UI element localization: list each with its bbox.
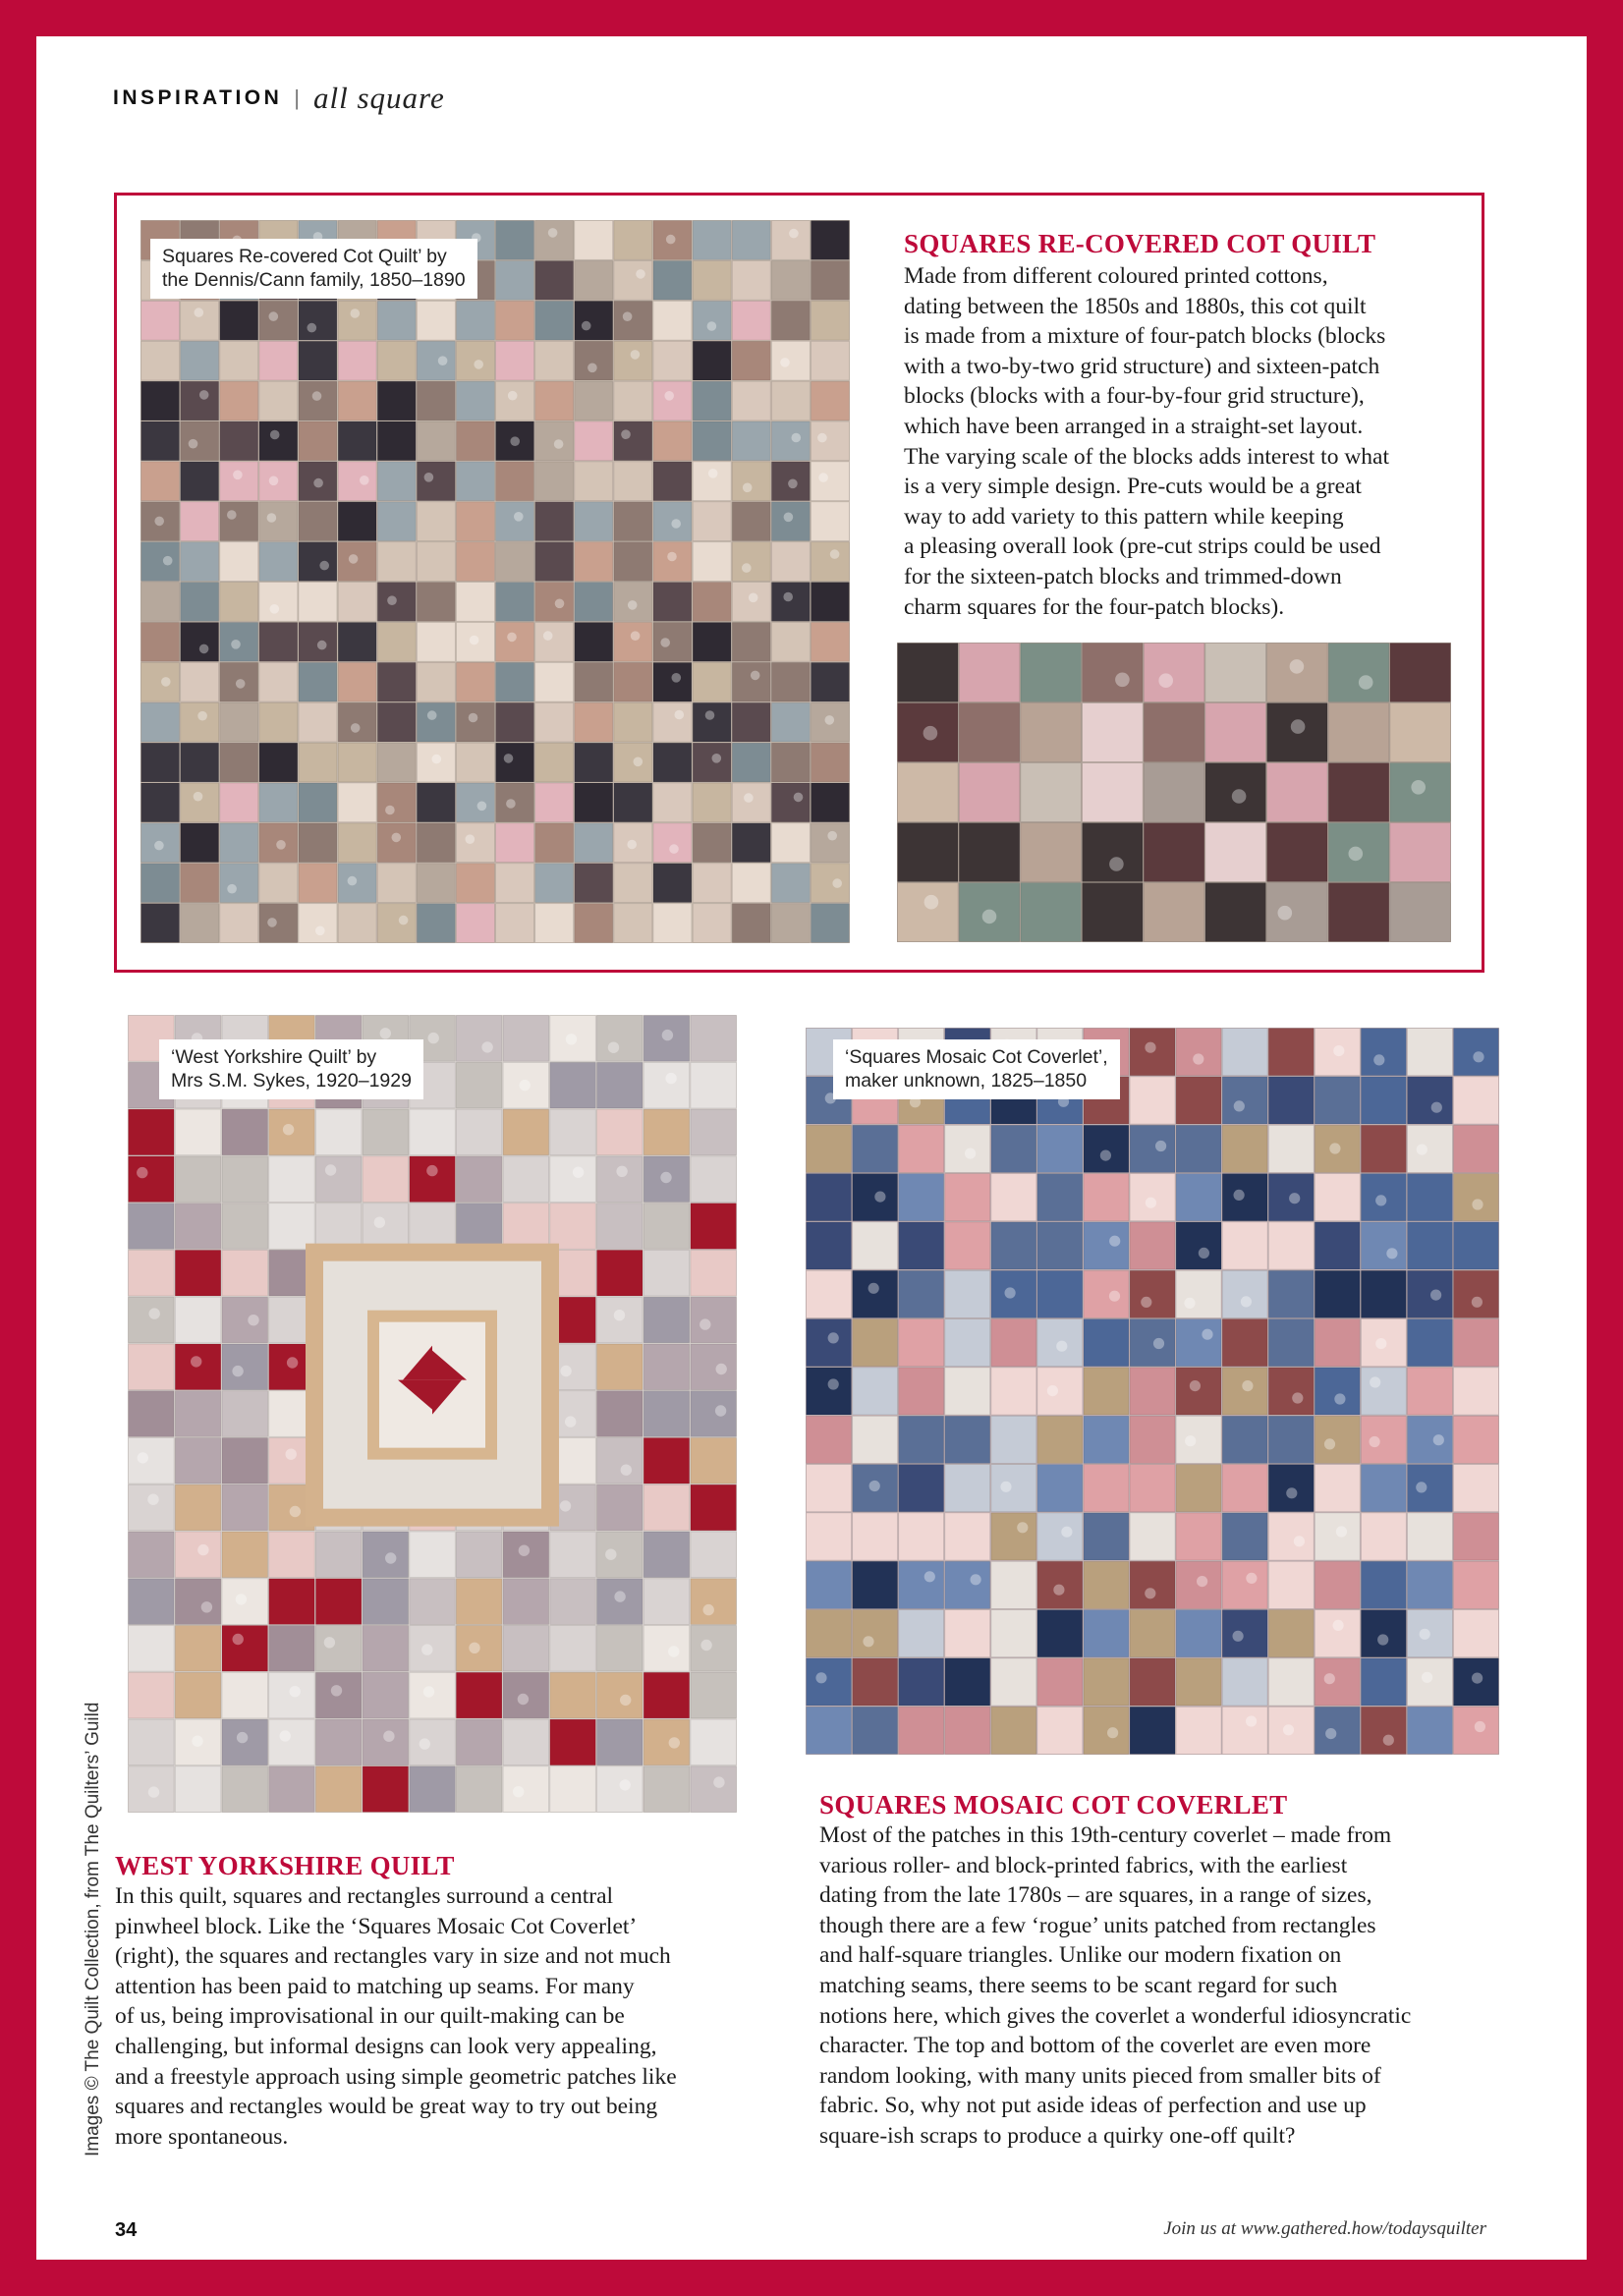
body-line: of us, being improvisational in our quilt-making can be	[115, 2003, 625, 2030]
patchwork-graphic	[806, 1028, 1499, 1755]
squares-mosaic-coverlet-photo	[806, 1028, 1499, 1755]
caption-line: ‘Squares Mosaic Cot Coverlet’,	[845, 1046, 1108, 1068]
body-line: blocks (blocks with a four-by-four grid structure),	[904, 383, 1365, 410]
body-line: In this quilt, squares and rectangles surround a central	[115, 1883, 614, 1909]
body-line: pinwheel block. Like the ‘Squares Mosaic Cot Coverlet’	[115, 1913, 638, 1939]
body-line: with a two-by-two grid structure) and sixteen-patch	[904, 353, 1380, 379]
topic-label: all square	[313, 81, 445, 115]
squares-recovered-quilt-caption	[150, 239, 477, 299]
body-line: squares and rectangles would be great way to try out being	[115, 2094, 658, 2120]
body-line: is a very simple design. Pre-cuts would be a great	[904, 474, 1362, 500]
body-line: Made from different coloured printed cottons,	[904, 263, 1328, 289]
caption-line: maker unknown, 1825–1850	[845, 1070, 1088, 1092]
body-line: is made from a mixture of four-patch blocks (blocks	[904, 323, 1386, 350]
body-line: dating from the late 1780s – are squares, in a range of sizes,	[819, 1882, 1372, 1909]
west-yorkshire-quilt-photo	[128, 1015, 737, 1813]
caption-line: the Dennis/Cann family, 1850–1890	[162, 269, 466, 291]
page-header	[113, 81, 445, 116]
body-line: way to add variety to this pattern while keeping	[904, 503, 1344, 530]
squares-recovered-body	[904, 261, 1389, 622]
page-frame-bottom	[0, 2260, 1623, 2296]
body-line: (right), the squares and rectangles vary in size and not much	[115, 1943, 671, 1970]
body-line: notions here, which gives the coverlet a wonderful idiosyncratic	[819, 2002, 1412, 2029]
body-line: character. The top and bottom of the coverlet are even more	[819, 2033, 1371, 2059]
quilt-detail-photo	[897, 643, 1451, 942]
caption-line: Squares Re-covered Cot Quilt’ by	[162, 246, 447, 267]
body-line: The varying scale of the blocks adds interest to what	[904, 443, 1390, 470]
body-line: charm squares for the four-patch blocks).	[904, 593, 1285, 620]
body-line: a pleasing overall look (pre-cut strips could be used	[904, 533, 1381, 560]
west-yorkshire-body	[115, 1881, 677, 2152]
patchwork-graphic	[128, 1015, 737, 1813]
squares-recovered-heading: SQUARES RE-COVERED COT QUILT	[904, 229, 1376, 258]
image-credit: Images © The Quilt Collection, from The Quilters’ Guild	[83, 1702, 103, 2156]
body-line: challenging, but informal designs can look very appealing,	[115, 2033, 657, 2059]
page-frame-top	[0, 0, 1623, 36]
body-line: though there are a few ‘rogue’ units patched from rectangles	[819, 1912, 1376, 1938]
body-line: and a freestyle approach using simple geometric patches like	[115, 2063, 677, 2090]
patchwork-graphic	[140, 220, 850, 943]
body-line: more spontaneous.	[115, 2123, 289, 2150]
squares-mosaic-coverlet-caption	[833, 1039, 1120, 1099]
page-number: 34	[115, 2219, 138, 2241]
body-line: for the sixteen-patch blocks and trimmed-down	[904, 563, 1342, 589]
body-line: random looking, with many units pieced from smaller bits of	[819, 2062, 1381, 2089]
website-link[interactable]: Join us at www.gathered.how/todaysquilter	[1163, 2218, 1486, 2239]
body-line: various roller- and block-printed fabrics, with the earliest	[819, 1852, 1348, 1878]
body-line: which have been arranged in a straight-set layout.	[904, 413, 1364, 439]
header-separator: |	[294, 85, 301, 110]
page-frame-right	[1587, 0, 1623, 2296]
squares-recovered-quilt-photo	[140, 220, 850, 943]
squares-mosaic-heading: SQUARES MOSAIC COT COVERLET	[819, 1790, 1288, 1820]
squares-mosaic-body	[819, 1820, 1411, 2152]
body-line: and half-square triangles. Unlike our modern fixation on	[819, 1942, 1342, 1969]
caption-line: ‘West Yorkshire Quilt’ by	[171, 1046, 377, 1068]
west-yorkshire-heading: WEST YORKSHIRE QUILT	[115, 1851, 455, 1880]
body-line: dating between the 1850s and 1880s, this cot quilt	[904, 293, 1367, 319]
body-line: matching seams, there seems to be scant regard for such	[819, 1972, 1338, 1998]
body-line: square-ish scraps to produce a quirky one-off quilt?	[819, 2122, 1296, 2149]
caption-line: Mrs S.M. Sykes, 1920–1929	[171, 1070, 412, 1092]
patchwork-graphic	[897, 643, 1451, 942]
body-line: Most of the patches in this 19th-century coverlet – made from	[819, 1822, 1392, 1848]
section-label: INSPIRATION	[113, 86, 283, 109]
page-frame-left	[0, 0, 36, 2296]
body-line: attention has been paid to matching up seams. For many	[115, 1973, 635, 1999]
west-yorkshire-quilt-caption	[159, 1039, 423, 1099]
body-line: fabric. So, why not put aside ideas of perfection and use up	[819, 2093, 1367, 2119]
